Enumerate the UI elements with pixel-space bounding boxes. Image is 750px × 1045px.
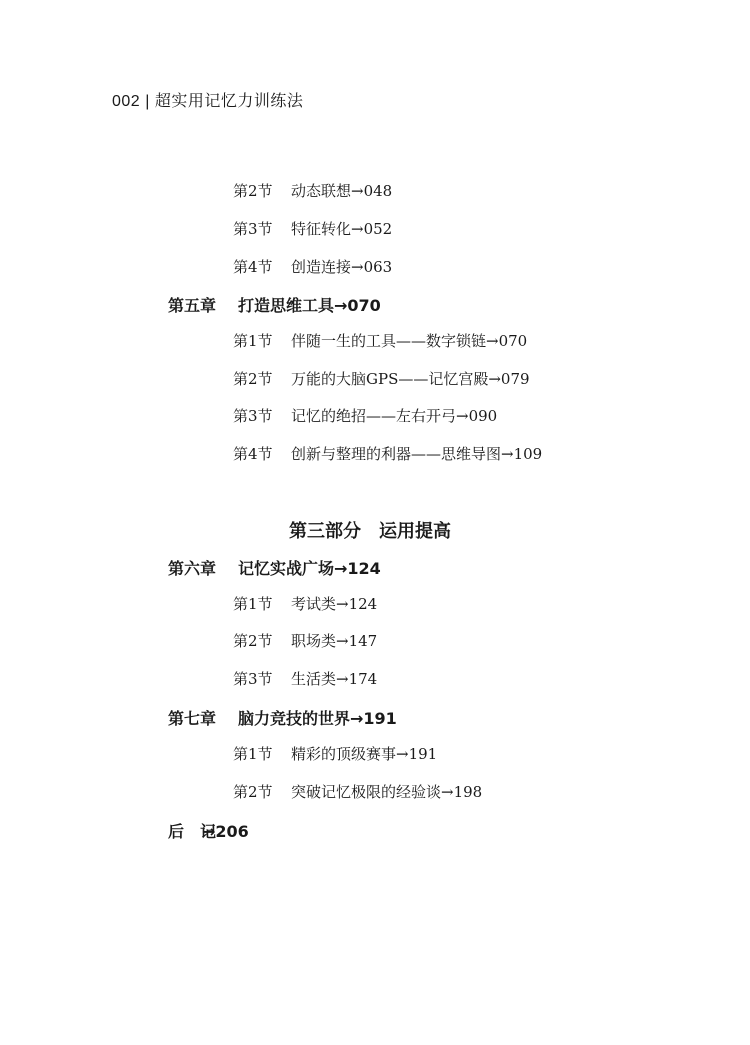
section-number: 第1节: [233, 332, 273, 350]
section-number: 第2节: [233, 632, 273, 650]
toc-section-entry: [233, 630, 377, 651]
toc-section-entry: [233, 180, 392, 201]
section-number: 第2节: [233, 370, 273, 388]
section-title: 记忆的绝招——左右开弓→090: [291, 407, 498, 425]
toc-section-entry: [233, 368, 530, 389]
toc-section-entry: [233, 781, 482, 802]
chapter-title: 记忆实战广场→124: [238, 559, 381, 578]
toc-chapter-entry: [168, 706, 397, 729]
section-title: 精彩的顶级赛事→191: [291, 745, 438, 763]
part-number: 第三部分: [289, 521, 361, 542]
chapter-number: 第五章: [168, 296, 217, 315]
toc-section-entry: [233, 256, 392, 277]
section-title: 考试类→124: [291, 595, 378, 613]
section-number: 第3节: [233, 407, 273, 425]
toc-section-entry: [233, 593, 377, 614]
toc-section-entry: [233, 668, 377, 689]
toc-section-entry: [233, 405, 497, 426]
section-title: 创造连接→063: [291, 258, 393, 276]
toc-section-entry: [233, 743, 437, 764]
section-title: 生活类→174: [291, 670, 378, 688]
toc-part-heading: [0, 517, 740, 543]
part-title: 运用提高: [379, 521, 451, 542]
section-number: 第4节: [233, 445, 273, 463]
toc-section-entry: [233, 330, 527, 351]
afterword-label: 后 记: [168, 822, 217, 841]
section-number: 第1节: [233, 595, 273, 613]
running-header: [112, 88, 303, 111]
page-number: 002: [112, 93, 141, 110]
afterword-page: →206: [202, 822, 249, 841]
chapter-number: 第七章: [168, 709, 217, 728]
chapter-title: 打造思维工具→070: [238, 296, 381, 315]
section-number: 第2节: [233, 783, 273, 801]
section-number: 第3节: [233, 220, 273, 238]
header-separator: |: [145, 93, 150, 110]
section-number: 第2节: [233, 182, 273, 200]
section-title: 职场类→147: [291, 632, 378, 650]
section-title: 动态联想→048: [291, 182, 393, 200]
section-title: 突破记忆极限的经验谈→198: [291, 783, 483, 801]
section-number: 第4节: [233, 258, 273, 276]
section-title: 特征转化→052: [291, 220, 393, 238]
toc-afterword-entry: [168, 819, 249, 842]
toc-section-entry: [233, 443, 542, 464]
chapter-number: 第六章: [168, 559, 217, 578]
book-title: 超实用记忆力训练法: [154, 93, 304, 110]
toc-section-entry: [233, 218, 392, 239]
section-title: 伴随一生的工具——数字锁链→070: [291, 332, 528, 350]
section-number: 第1节: [233, 745, 273, 763]
toc-chapter-entry: [168, 293, 381, 316]
section-title: 创新与整理的利器——思维导图→109: [291, 445, 543, 463]
toc-chapter-entry: [168, 556, 381, 579]
chapter-title: 脑力竞技的世界→191: [238, 709, 397, 728]
section-title: 万能的大脑GPS——记忆宫殿→079: [291, 370, 530, 388]
section-number: 第3节: [233, 670, 273, 688]
